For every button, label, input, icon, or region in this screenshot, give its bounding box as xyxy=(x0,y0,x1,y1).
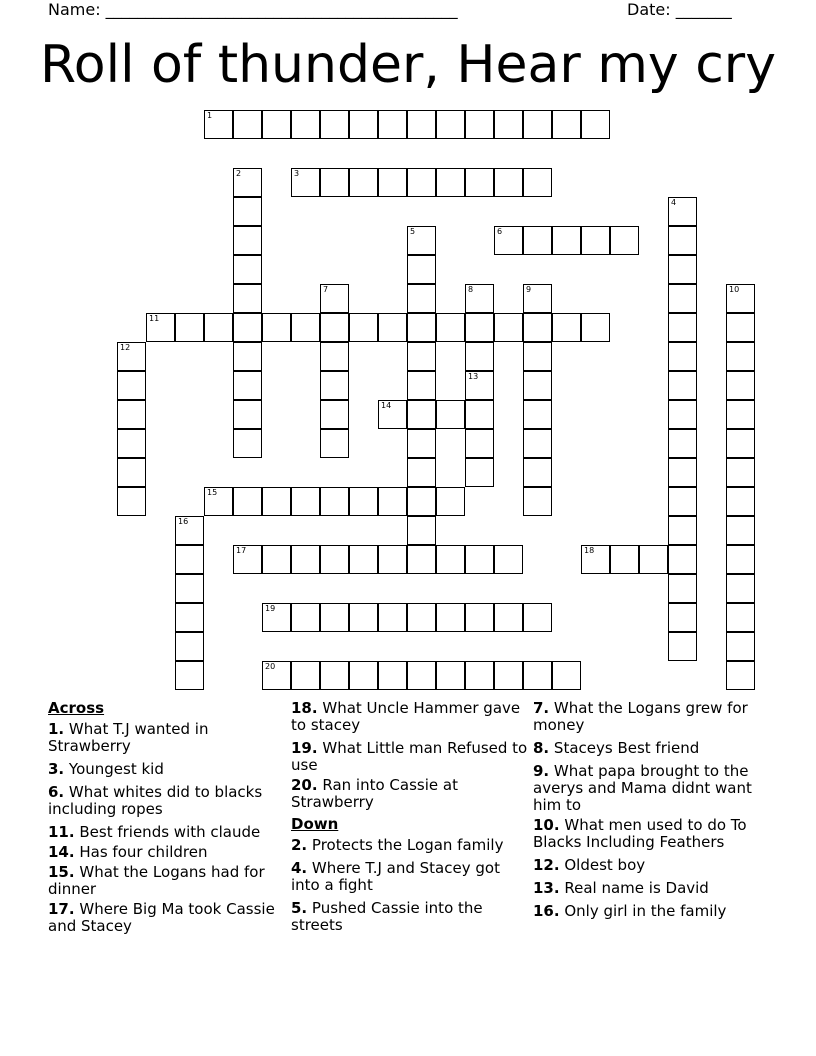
grid-cell[interactable] xyxy=(726,458,755,487)
grid-cell[interactable] xyxy=(233,255,262,284)
clue-text: What the Logans grew for money xyxy=(533,699,748,734)
grid-cell[interactable] xyxy=(320,603,349,632)
grid-cell[interactable] xyxy=(407,168,436,197)
cell-number: 17 xyxy=(236,546,247,555)
grid-cell[interactable] xyxy=(552,313,581,342)
cell-number: 8 xyxy=(468,285,474,294)
clue-text: Ran into Cassie at Strawberry xyxy=(291,776,458,811)
grid-cell[interactable] xyxy=(726,400,755,429)
clue-text: Protects the Logan family xyxy=(311,836,504,854)
grid-cell[interactable] xyxy=(378,661,407,690)
grid-cell[interactable] xyxy=(610,545,639,574)
clue-text: What papa brought to the averys and Mama didnt want him to xyxy=(533,762,752,814)
grid-cell[interactable] xyxy=(378,110,407,139)
grid-cell[interactable] xyxy=(262,110,291,139)
page-title: Roll of thunder, Hear my cry xyxy=(40,35,776,95)
grid-cell[interactable] xyxy=(291,603,320,632)
grid-cell[interactable] xyxy=(378,400,407,429)
grid-cell[interactable] xyxy=(349,313,378,342)
clue-across-6 xyxy=(48,784,288,818)
grid-cell[interactable] xyxy=(407,284,436,313)
grid-cell[interactable] xyxy=(175,516,204,545)
grid-cell[interactable] xyxy=(465,168,494,197)
grid-cell[interactable] xyxy=(320,168,349,197)
clue-text: Best friends with claude xyxy=(79,823,261,841)
grid-cell[interactable] xyxy=(494,110,523,139)
grid-cell[interactable] xyxy=(407,255,436,284)
grid-cell[interactable] xyxy=(465,342,494,371)
grid-cell[interactable] xyxy=(407,458,436,487)
grid-cell[interactable] xyxy=(465,371,494,400)
clue-down-8 xyxy=(533,740,773,757)
grid-cell[interactable] xyxy=(117,487,146,516)
grid-cell[interactable] xyxy=(117,429,146,458)
clue-down-5 xyxy=(291,900,531,934)
clue-text: Youngest kid xyxy=(68,760,164,778)
clue-text: Only girl in the family xyxy=(564,902,727,920)
grid-cell[interactable] xyxy=(262,545,291,574)
grid-cell[interactable] xyxy=(726,632,755,661)
grid-cell[interactable] xyxy=(349,487,378,516)
grid-cell[interactable] xyxy=(291,110,320,139)
clue-text: Has four children xyxy=(79,843,208,861)
cell-number: 4 xyxy=(671,198,677,207)
grid-cell[interactable] xyxy=(465,603,494,632)
grid-cell[interactable] xyxy=(581,313,610,342)
clue-down-13 xyxy=(533,880,773,897)
grid-cell[interactable] xyxy=(668,313,697,342)
clue-text: What the Logans had for dinner xyxy=(48,863,265,898)
grid-cell[interactable] xyxy=(726,284,755,313)
grid-cell[interactable] xyxy=(465,458,494,487)
grid-cell[interactable] xyxy=(407,487,436,516)
clue-across-18 xyxy=(291,700,531,734)
cell-number: 11 xyxy=(149,314,160,323)
grid-cell[interactable] xyxy=(349,661,378,690)
cell-number: 16 xyxy=(178,517,189,526)
grid-cell[interactable] xyxy=(523,458,552,487)
grid-cell[interactable] xyxy=(320,400,349,429)
grid-cell[interactable] xyxy=(494,168,523,197)
grid-cell[interactable] xyxy=(378,168,407,197)
grid-cell[interactable] xyxy=(668,603,697,632)
grid-cell[interactable] xyxy=(726,545,755,574)
grid-cell[interactable] xyxy=(291,661,320,690)
grid-cell[interactable] xyxy=(349,168,378,197)
clue-down-7 xyxy=(533,700,773,734)
grid-cell[interactable] xyxy=(726,661,755,690)
grid-cell[interactable] xyxy=(378,603,407,632)
clue-number: 10. xyxy=(533,816,560,834)
clue-text: What Uncle Hammer gave to stacey xyxy=(291,699,521,734)
grid-cell[interactable] xyxy=(494,661,523,690)
name-field[interactable]: Name: ____________________________________________ xyxy=(48,0,458,19)
cell-number: 1 xyxy=(207,111,213,120)
grid-cell[interactable] xyxy=(378,487,407,516)
grid-cell[interactable] xyxy=(668,429,697,458)
grid-cell[interactable] xyxy=(233,226,262,255)
clue-number: 4. xyxy=(291,859,308,877)
grid-cell[interactable] xyxy=(262,313,291,342)
grid-cell[interactable] xyxy=(407,400,436,429)
clue-number: 12. xyxy=(533,856,560,874)
grid-cell[interactable] xyxy=(175,313,204,342)
clue-column-1 xyxy=(48,700,288,941)
grid-cell[interactable] xyxy=(726,371,755,400)
date-field[interactable]: Date: _______ xyxy=(627,0,732,19)
grid-cell[interactable] xyxy=(320,371,349,400)
grid-cell[interactable] xyxy=(465,110,494,139)
clue-column-2 xyxy=(291,700,531,940)
clue-number: 2. xyxy=(291,836,308,854)
grid-cell[interactable] xyxy=(668,516,697,545)
cell-number: 3 xyxy=(294,169,300,178)
grid-cell[interactable] xyxy=(291,168,320,197)
clue-text: Where T.J and Stacey got into a fight xyxy=(291,859,500,894)
grid-cell[interactable] xyxy=(146,313,175,342)
grid-cell[interactable] xyxy=(523,284,552,313)
clue-number: 8. xyxy=(533,739,550,757)
grid-cell[interactable] xyxy=(233,168,262,197)
grid-cell[interactable] xyxy=(320,429,349,458)
grid-cell[interactable] xyxy=(349,603,378,632)
grid-cell[interactable] xyxy=(233,313,262,342)
clue-across-15 xyxy=(48,864,288,898)
grid-cell[interactable] xyxy=(233,342,262,371)
grid-cell[interactable] xyxy=(523,603,552,632)
grid-cell[interactable] xyxy=(523,429,552,458)
clue-text: Oldest boy xyxy=(564,856,646,874)
grid-cell[interactable] xyxy=(639,545,668,574)
clue-down-16 xyxy=(533,903,773,920)
grid-cell[interactable] xyxy=(494,226,523,255)
clue-text: What whites did to blacks including ropes xyxy=(48,783,263,818)
grid-cell[interactable] xyxy=(349,110,378,139)
grid-cell[interactable] xyxy=(204,313,233,342)
grid-cell[interactable] xyxy=(378,545,407,574)
grid-cell[interactable] xyxy=(523,313,552,342)
grid-cell[interactable] xyxy=(407,313,436,342)
clue-text: Where Big Ma took Cassie and Stacey xyxy=(48,900,275,935)
grid-cell[interactable] xyxy=(204,110,233,139)
grid-cell[interactable] xyxy=(436,400,465,429)
grid-cell[interactable] xyxy=(407,661,436,690)
grid-cell[interactable] xyxy=(436,603,465,632)
grid-cell[interactable] xyxy=(407,516,436,545)
clue-across-14 xyxy=(48,844,288,861)
grid-cell[interactable] xyxy=(668,574,697,603)
grid-cell[interactable] xyxy=(726,487,755,516)
grid-cell[interactable] xyxy=(320,313,349,342)
clue-across-17 xyxy=(48,901,288,935)
cell-number: 13 xyxy=(468,372,479,381)
cell-number: 2 xyxy=(236,169,242,178)
grid-cell[interactable] xyxy=(320,661,349,690)
grid-cell[interactable] xyxy=(117,400,146,429)
grid-cell[interactable] xyxy=(407,371,436,400)
grid-cell[interactable] xyxy=(668,284,697,313)
grid-cell[interactable] xyxy=(523,342,552,371)
grid-cell[interactable] xyxy=(465,284,494,313)
cell-number: 10 xyxy=(729,285,740,294)
across-heading: Across xyxy=(48,699,105,717)
clue-across-1 xyxy=(48,721,288,755)
grid-cell[interactable] xyxy=(465,400,494,429)
clue-number: 17. xyxy=(48,900,75,918)
grid-cell[interactable] xyxy=(233,284,262,313)
clue-number: 20. xyxy=(291,776,318,794)
grid-cell[interactable] xyxy=(175,603,204,632)
grid-cell[interactable] xyxy=(552,661,581,690)
clue-down-4 xyxy=(291,860,531,894)
grid-cell[interactable] xyxy=(436,168,465,197)
grid-cell[interactable] xyxy=(668,197,697,226)
grid-cell[interactable] xyxy=(407,603,436,632)
grid-cell[interactable] xyxy=(610,226,639,255)
grid-cell[interactable] xyxy=(117,342,146,371)
grid-cell[interactable] xyxy=(668,400,697,429)
clue-across-20 xyxy=(291,777,531,811)
grid-cell[interactable] xyxy=(552,110,581,139)
clue-down-9 xyxy=(533,763,773,814)
clue-down-2 xyxy=(291,837,531,854)
grid-cell[interactable] xyxy=(233,371,262,400)
grid-cell[interactable] xyxy=(436,313,465,342)
grid-cell[interactable] xyxy=(668,226,697,255)
clue-text: What men used to do To Blacks Including Feathers xyxy=(533,816,747,851)
grid-cell[interactable] xyxy=(465,545,494,574)
clue-number: 7. xyxy=(533,699,550,717)
grid-cell[interactable] xyxy=(436,545,465,574)
grid-cell[interactable] xyxy=(291,313,320,342)
clue-across-11 xyxy=(48,824,288,841)
grid-cell[interactable] xyxy=(378,313,407,342)
grid-cell[interactable] xyxy=(407,110,436,139)
grid-cell[interactable] xyxy=(726,603,755,632)
grid-cell[interactable] xyxy=(668,342,697,371)
clue-text: Real name is David xyxy=(564,879,709,897)
grid-cell[interactable] xyxy=(117,371,146,400)
grid-cell[interactable] xyxy=(349,545,378,574)
grid-cell[interactable] xyxy=(233,110,262,139)
grid-cell[interactable] xyxy=(175,661,204,690)
grid-cell[interactable] xyxy=(204,487,233,516)
grid-cell[interactable] xyxy=(262,661,291,690)
grid-cell[interactable] xyxy=(726,429,755,458)
grid-cell[interactable] xyxy=(262,487,291,516)
grid-cell[interactable] xyxy=(436,487,465,516)
grid-cell[interactable] xyxy=(523,661,552,690)
grid-cell[interactable] xyxy=(320,284,349,313)
clue-number: 5. xyxy=(291,899,308,917)
grid-cell[interactable] xyxy=(523,371,552,400)
grid-cell[interactable] xyxy=(523,110,552,139)
grid-cell[interactable] xyxy=(581,226,610,255)
grid-cell[interactable] xyxy=(726,574,755,603)
grid-cell[interactable] xyxy=(552,226,581,255)
cell-number: 20 xyxy=(265,662,276,671)
grid-cell[interactable] xyxy=(262,603,291,632)
clue-number: 16. xyxy=(533,902,560,920)
grid-cell[interactable] xyxy=(175,632,204,661)
grid-cell[interactable] xyxy=(668,487,697,516)
grid-cell[interactable] xyxy=(668,371,697,400)
clue-number: 19. xyxy=(291,739,318,757)
grid-cell[interactable] xyxy=(668,632,697,661)
grid-cell[interactable] xyxy=(523,168,552,197)
grid-cell[interactable] xyxy=(523,400,552,429)
grid-cell[interactable] xyxy=(581,545,610,574)
clue-text: Staceys Best friend xyxy=(553,739,700,757)
grid-cell[interactable] xyxy=(233,545,262,574)
grid-cell[interactable] xyxy=(320,110,349,139)
grid-cell[interactable] xyxy=(523,487,552,516)
clue-number: 3. xyxy=(48,760,65,778)
grid-cell[interactable] xyxy=(117,458,146,487)
grid-cell[interactable] xyxy=(320,487,349,516)
grid-cell[interactable] xyxy=(407,342,436,371)
grid-cell[interactable] xyxy=(320,342,349,371)
grid-cell[interactable] xyxy=(291,487,320,516)
grid-cell[interactable] xyxy=(668,255,697,284)
clue-down-10 xyxy=(533,817,773,851)
clue-text: Pushed Cassie into the streets xyxy=(291,899,483,934)
grid-cell[interactable] xyxy=(668,458,697,487)
down-heading: Down xyxy=(291,815,339,833)
grid-cell[interactable] xyxy=(726,516,755,545)
clue-column-3 xyxy=(533,700,773,926)
clue-number: 1. xyxy=(48,720,65,738)
cell-number: 12 xyxy=(120,343,131,352)
grid-cell[interactable] xyxy=(465,313,494,342)
grid-cell[interactable] xyxy=(233,487,262,516)
clue-text: What Little man Refused to use xyxy=(291,739,528,774)
grid-cell[interactable] xyxy=(581,110,610,139)
clue-across-3 xyxy=(48,761,288,778)
clue-number: 13. xyxy=(533,879,560,897)
clue-across-19 xyxy=(291,740,531,774)
clue-number: 18. xyxy=(291,699,318,717)
grid-cell[interactable] xyxy=(494,313,523,342)
cell-number: 9 xyxy=(526,285,532,294)
clue-number: 6. xyxy=(48,783,65,801)
grid-cell[interactable] xyxy=(726,342,755,371)
grid-cell[interactable] xyxy=(494,545,523,574)
cell-number: 15 xyxy=(207,488,218,497)
clue-number: 9. xyxy=(533,762,550,780)
grid-cell[interactable] xyxy=(523,226,552,255)
clue-number: 15. xyxy=(48,863,75,881)
grid-cell[interactable] xyxy=(494,603,523,632)
grid-cell[interactable] xyxy=(407,545,436,574)
cell-number: 5 xyxy=(410,227,416,236)
grid-cell[interactable] xyxy=(436,661,465,690)
grid-cell[interactable] xyxy=(233,197,262,226)
cell-number: 6 xyxy=(497,227,503,236)
grid-cell[interactable] xyxy=(407,226,436,255)
grid-cell[interactable] xyxy=(465,661,494,690)
grid-cell[interactable] xyxy=(233,400,262,429)
grid-cell[interactable] xyxy=(175,545,204,574)
grid-cell[interactable] xyxy=(668,545,697,574)
grid-cell[interactable] xyxy=(291,545,320,574)
grid-cell[interactable] xyxy=(436,110,465,139)
cell-number: 14 xyxy=(381,401,392,410)
clue-number: 11. xyxy=(48,823,75,841)
cell-number: 19 xyxy=(265,604,276,613)
grid-cell[interactable] xyxy=(320,545,349,574)
cell-number: 18 xyxy=(584,546,595,555)
clue-number: 14. xyxy=(48,843,75,861)
grid-cell[interactable] xyxy=(233,429,262,458)
grid-cell[interactable] xyxy=(726,313,755,342)
grid-cell[interactable] xyxy=(407,429,436,458)
clue-text: What T.J wanted in Strawberry xyxy=(48,720,209,755)
cell-number: 7 xyxy=(323,285,329,294)
clue-down-12 xyxy=(533,857,773,874)
grid-cell[interactable] xyxy=(175,574,204,603)
grid-cell[interactable] xyxy=(465,429,494,458)
